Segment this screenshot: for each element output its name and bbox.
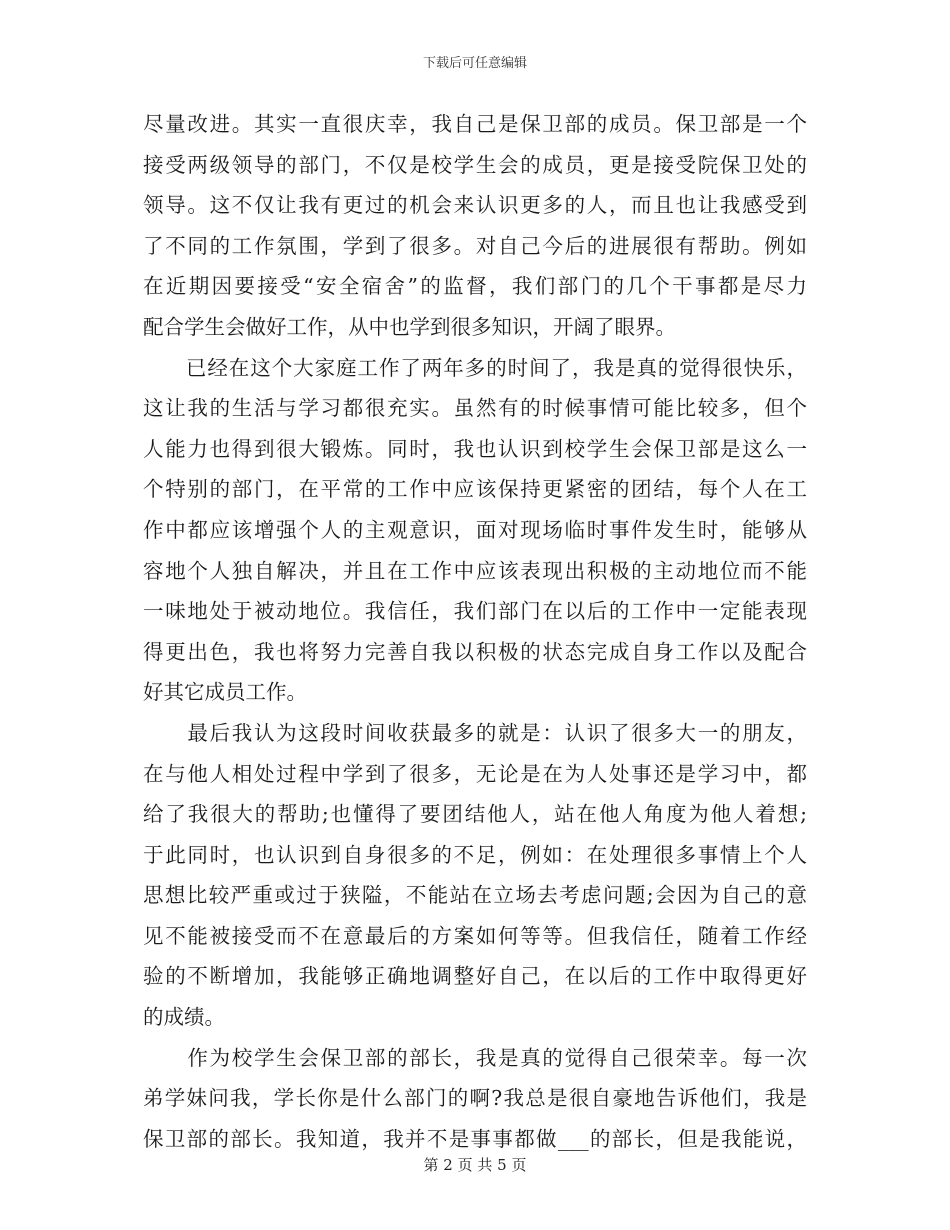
body-line: 了不同的工作氛围，学到了很多。对自己今后的进展很有帮助。例如 [143, 233, 807, 258]
body-line: 个特别的部门，在平常的工作中应该保持更紧密的团结，每个人在工 [143, 477, 807, 502]
body-line: 配合学生会做好工作，从中也学到很多知识，开阔了眼界。 [143, 314, 676, 339]
page-header: 下载后可任意编辑 [422, 56, 527, 71]
document-body [143, 104, 807, 1159]
body-line: 思想比较严重或过于狭隘，不能站在立场去考虑问题;会因为自己的意 [143, 883, 807, 908]
body-line: 容地个人独自解决，并且在工作中应该表现出积极的主动地位而不能 [143, 558, 807, 583]
body-line: 已经在这个大家庭工作了两年多的时间了，我是真的觉得很快乐， [143, 355, 807, 380]
body-line: 人能力也得到很大锻炼。同时，我也认识到校学生会保卫部是这么一 [143, 436, 807, 461]
body-line: 最后我认为这段时间收获最多的就是：认识了很多大一的朋友， [143, 720, 807, 745]
body-line: 一味地处于被动地位。我信任，我们部门在以后的工作中一定能表现 [143, 599, 807, 624]
body-line: 见不能被接受而不在意最后的方案如何等等。但我信任，随着工作经 [143, 923, 807, 948]
body-line: 作为校学生会保卫部的部长，我是真的觉得自己很荣幸。每一次 [143, 1045, 807, 1070]
body-line: 于此同时，也认识到自身很多的不足，例如：在处理很多事情上个人 [143, 842, 807, 867]
body-line: 尽量改进。其实一直很庆幸，我自己是保卫部的成员。保卫部是一个 [143, 112, 807, 136]
body-line: 在近期因要接受“安全宿舍”的监督，我们部门的几个干事都是尽力 [143, 274, 807, 299]
body-line: 验的不断增加，我能够正确地调整好自己，在以后的工作中取得更好 [143, 964, 807, 989]
body-line: 这让我的生活与学习都很充实。虽然有的时候事情可能比较多，但个 [143, 396, 807, 421]
page-number: 第 2 页 共 5 页 [423, 1156, 527, 1174]
body-line: 弟学妹问我，学长你是什么部门的啊?我总是很自豪地告诉他们，我是 [143, 1086, 807, 1111]
body-line: 作中都应该增强个人的主观意识，面对现场临时事件发生时，能够从 [143, 517, 807, 542]
body-line: 在与他人相处过程中学到了很多，无论是在为人处事还是学习中，都 [143, 761, 807, 786]
body-line: 接受两级领导的部门，不仅是校学生会的成员，更是接受院保卫处的 [143, 152, 807, 177]
body-line: 好其它成员工作。 [143, 680, 307, 705]
body-line: 领导。这不仅让我有更过的机会来认识更多的人，而且也让我感受到 [143, 193, 807, 218]
body-line: 的成绩。 [143, 1005, 225, 1030]
body-line: 保卫部的部长。我知道，我并不是事事都做___的部长，但是我能说， [143, 1126, 807, 1151]
body-line: 给了我很大的帮助;也懂得了要团结他人，站在他人角度为他人着想; [143, 802, 807, 827]
body-line: 得更出色，我也将努力完善自我以积极的状态完成自身工作以及配合 [143, 639, 807, 664]
